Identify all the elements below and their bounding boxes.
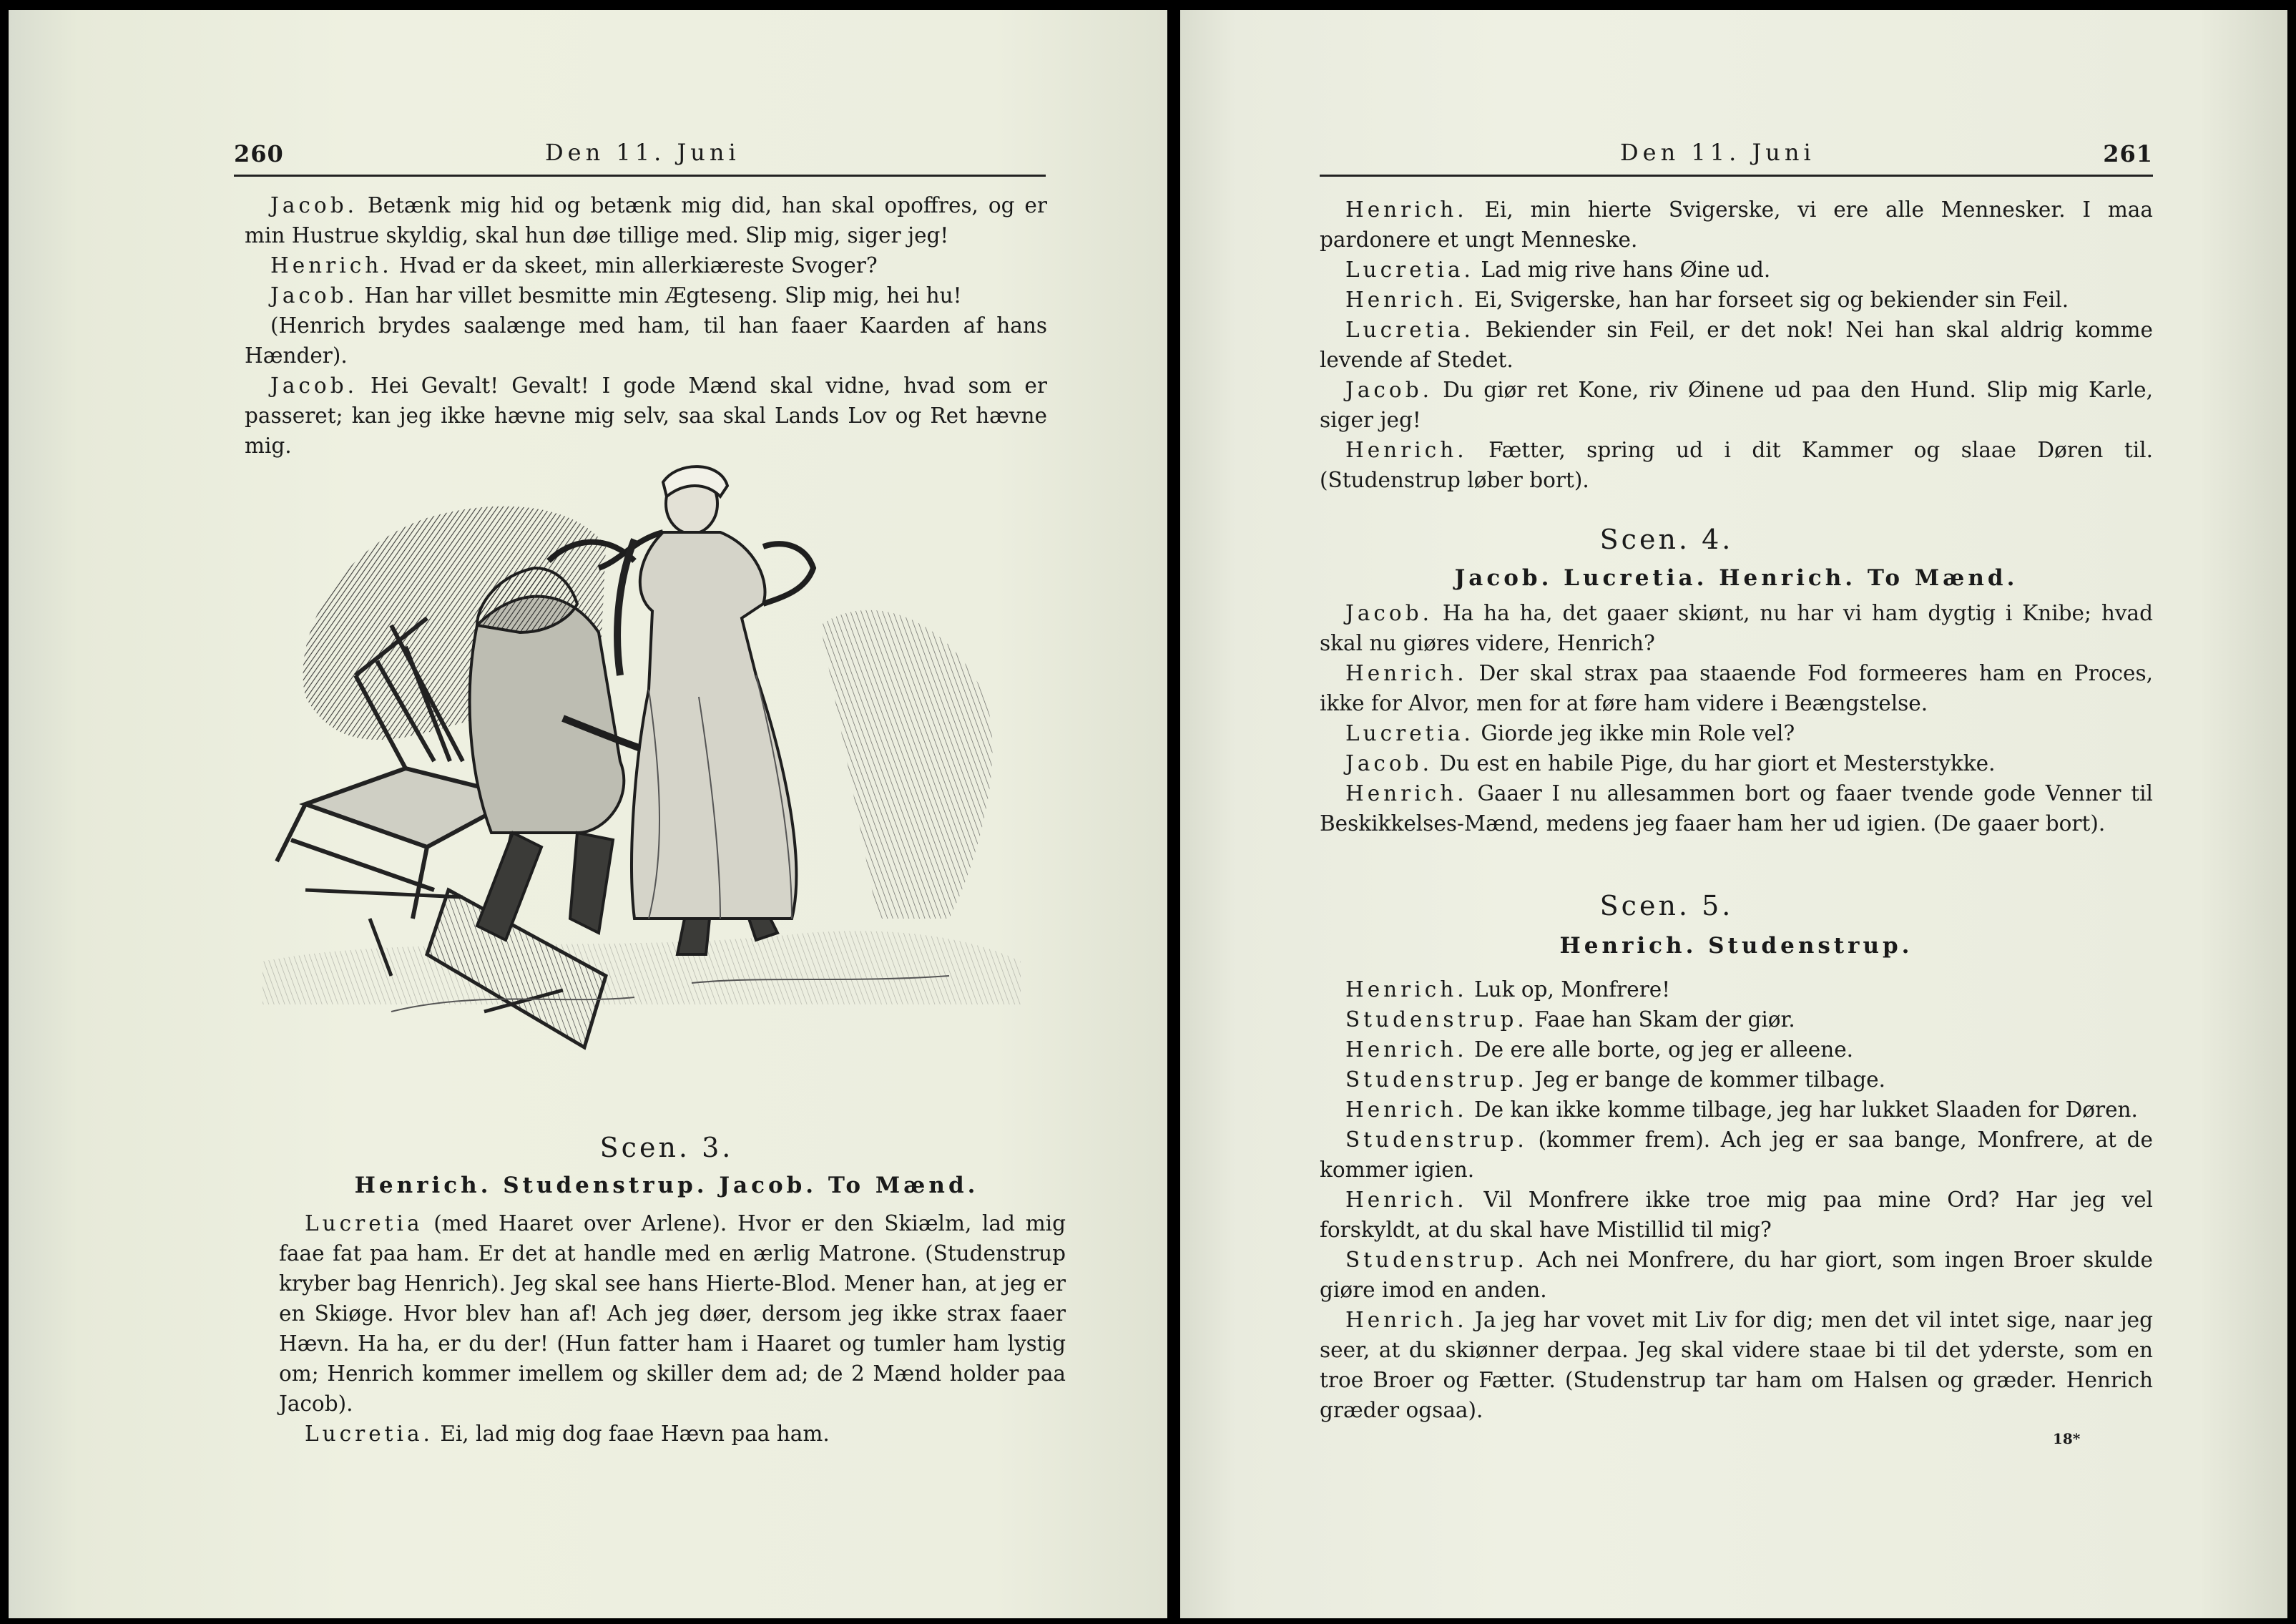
stage-direction <box>245 310 1047 371</box>
scene-cast: Henrich. Studenstrup. Jacob. To Mænd. <box>354 1173 979 1198</box>
speech-text: Bekiender sin Feil, er det nok! Nei han skal aldrig komme levende af Stedet. <box>1320 318 2153 372</box>
speaker: Jacob. <box>270 373 358 398</box>
speech-text: (med Haaret over Arlene). Hvor er den Skiælm, lad mig faae fat paa ham. Er det at handle med en ærlig Matrone. (Studenstrup kryber bag Henrich). Jeg skal see hans Hierte-Blod. Mener han, at jeg er en Skiøge. Hvor blev han af! Ach jeg døer, dersom jeg ikke strax faaer Hævn. Ha ha, er du der! (Hun fatter ham i Haaret og tumler ham lystig om; Henrich kommer imellem og skiller dem ad; de 2 Mænd holder paa Jacob). <box>279 1211 1066 1416</box>
speech-text: Luk op, Monfrere! <box>1474 977 1671 1002</box>
speech-text: (kommer frem). Ach jeg er saa bange, Monfrere, at de kommer igien. <box>1320 1127 2153 1182</box>
left-page <box>9 10 1167 1618</box>
speech <box>1320 1245 2153 1305</box>
speaker: Studenstrup. <box>1345 1127 1528 1152</box>
speech-text: Ha ha ha, det gaaer skiønt, nu har vi ham dygtig i Knibe; hvad skal nu giøres videre, Henrich? <box>1320 601 2153 655</box>
speaker: Henrich. <box>1345 438 1468 462</box>
speech-text: Ei, Svigerske, han har forseet sig og bekiender sin Feil. <box>1474 288 2069 312</box>
speech-text: Ei, lad mig dog faae Hævn paa ham. <box>440 1422 830 1446</box>
speech <box>245 371 1047 461</box>
speech <box>279 1208 1066 1419</box>
speaker: Henrich. <box>1345 977 1468 1002</box>
speaker: Henrich. <box>1345 1188 1468 1212</box>
running-title: Den 11. Juni <box>1620 139 1815 166</box>
dialogue-block <box>1320 195 2153 495</box>
scene4-title: Scen. 4. <box>1599 524 1734 555</box>
speech <box>1320 1065 2153 1095</box>
speech-text: Lad mig rive hans Øine ud. <box>1481 258 1771 282</box>
speech-text: Ja jeg har vovet mit Liv for dig; men det vil intet sige, naar jeg seer, at du skiønner derpaa. Jeg skal videre staae bi til det yderste, som en troe Broer og Fætter. (Studenstrup tar ham om Halsen og græder. Henrich græder ogsaa). <box>1320 1308 2153 1422</box>
speech-text: Faae han Skam der giør. <box>1534 1007 1795 1032</box>
speech-text: Giorde jeg ikke min Role vel? <box>1481 721 1795 745</box>
speaker: Studenstrup. <box>1345 1067 1528 1092</box>
speech <box>279 1419 1066 1449</box>
speaker: Lucretia. <box>1345 721 1474 745</box>
speech-text: Ach nei Monfrere, du har giort, som ingen Broer skulde giøre imod en anden. <box>1320 1248 2153 1302</box>
speaker: Lucretia. <box>1345 258 1474 282</box>
page-number: 261 <box>2103 140 2153 167</box>
speaker: Studenstrup. <box>1345 1007 1528 1032</box>
speaker: Jacob. <box>1345 378 1433 402</box>
speech-text: Gaaer I nu allesammen bort og faaer tvende gode Venner til Beskikkelses-Mænd, medens jeg faaer ham her ud igien. (De gaaer bort). <box>1320 781 2153 836</box>
speech <box>1320 748 2153 778</box>
right-page <box>1180 10 2287 1618</box>
dialogue-block <box>245 190 1047 461</box>
page-number: 260 <box>234 140 284 167</box>
speech <box>1320 1004 2153 1034</box>
speech-text: Du est en habile Pige, du har giort et Mesterstykke. <box>1439 751 1996 776</box>
speech <box>1320 718 2153 748</box>
speech <box>1320 974 2153 1004</box>
speaker: Studenstrup. <box>1345 1248 1528 1272</box>
speaker: Henrich. <box>270 253 393 278</box>
speech <box>245 280 1047 310</box>
speech-text: De ere alle borte, og jeg er alleene. <box>1474 1037 1854 1062</box>
dialogue-block <box>279 1208 1066 1449</box>
speech <box>245 250 1047 280</box>
speech <box>1320 375 2153 435</box>
running-title: Den 11. Juni <box>545 139 740 166</box>
speaker: Henrich. <box>1345 1037 1468 1062</box>
speech <box>1320 435 2153 495</box>
speech-text: Han har villet besmitte min Ægteseng. Slip mig, hei hu! <box>364 283 962 308</box>
speech <box>1320 598 2153 658</box>
speech-text: Vil Monfrere ikke troe mig paa mine Ord? Har jeg vel forskyldt, at du skal have Mistillid til mig? <box>1320 1188 2153 1242</box>
speech <box>245 190 1047 250</box>
speaker: Jacob. <box>1345 601 1433 625</box>
running-head <box>1320 132 2153 177</box>
speech <box>1320 285 2153 315</box>
speech <box>1320 1034 2153 1065</box>
speaker: Jacob. <box>270 193 358 217</box>
scene5-cast: Henrich. Studenstrup. <box>1559 933 1913 959</box>
scene5-title: Scen. 5. <box>1599 890 1734 921</box>
speech <box>1320 1125 2153 1185</box>
speaker: Henrich. <box>1345 197 1468 222</box>
speech-text: Du giør ret Kone, riv Øinene ud paa den Hund. Slip mig Karle, siger jeg! <box>1320 378 2153 432</box>
speech-text: Ei, min hierte Svigerske, vi ere alle Mennesker. I maa pardonere et ungt Menneske. <box>1320 197 2153 252</box>
speaker: Henrich. <box>1345 288 1468 312</box>
speech-text: Hei Gevalt! Gevalt! I gode Mænd skal vidne, hvad som er passeret; kan jeg ikke hævne mig selv, saa skal Lands Lov og Ret hævne mig. <box>245 373 1047 458</box>
speaker: Lucretia <box>305 1211 423 1236</box>
dialogue-block <box>1320 598 2153 838</box>
dialogue-block <box>1320 974 2153 1425</box>
speech <box>1320 255 2153 285</box>
speech <box>1320 195 2153 255</box>
engraving-illustration <box>263 461 1049 1076</box>
speaker: Henrich. <box>1345 1097 1468 1122</box>
speaker: Lucretia. <box>305 1422 433 1446</box>
signature-mark: 18* <box>2053 1430 2081 1447</box>
speaker: Lucretia. <box>1345 318 1474 342</box>
speech <box>1320 1095 2153 1125</box>
speaker: Henrich. <box>1345 781 1468 806</box>
running-head <box>234 132 1046 177</box>
speech-text: Betænk mig hid og betænk mig did, han skal opoffres, og er min Hustrue skyldig, skal hun døe tillige med. Slip mig, siger jeg! <box>245 193 1047 248</box>
speech-text: De kan ikke komme tilbage, jeg har lukket Slaaden for Døren. <box>1474 1097 2138 1122</box>
speaker: Jacob. <box>1345 751 1433 776</box>
speech-text: Jeg er bange de kommer tilbage. <box>1534 1067 1885 1092</box>
speech <box>1320 1305 2153 1425</box>
speaker: Henrich. <box>1345 1308 1468 1332</box>
speech <box>1320 315 2153 375</box>
speaker: Henrich. <box>1345 661 1468 685</box>
speech-text: Hvad er da skeet, min allerkiæreste Svoger? <box>399 253 878 278</box>
speech-text: Fætter, spring ud i dit Kammer og slaae Døren til. (Studenstrup løber bort). <box>1320 438 2153 492</box>
scene4-cast: Jacob. Lucretia. Henrich. To Mænd. <box>1454 565 2018 591</box>
speech <box>1320 658 2153 718</box>
speech-text: Der skal strax paa staaende Fod formeeres ham en Proces, ikke for Alvor, men for at føre ham videre i Beængstelse. <box>1320 661 2153 715</box>
stage-direction-text: (Henrich brydes saalænge med ham, til han faaer Kaarden af hans Hænder). <box>245 313 1047 368</box>
speech <box>1320 1185 2153 1245</box>
scene-title: Scen. 3. <box>599 1132 734 1163</box>
speaker: Jacob. <box>270 283 358 308</box>
speech <box>1320 778 2153 838</box>
